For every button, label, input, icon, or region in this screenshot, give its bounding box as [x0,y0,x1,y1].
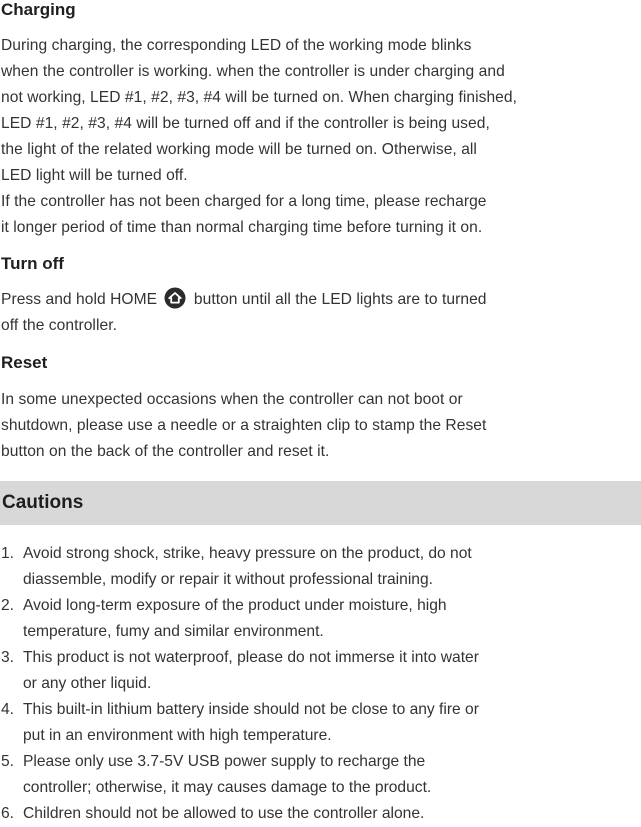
text-line: LED #1, #2, #3, #4 will be turned off and if the controller is being used, [1,115,490,132]
text-line: shutdown, please use a needle or a straighten clip to stamp the Reset [1,417,487,434]
caution-item [0,749,641,801]
cautions-header-band [0,481,641,525]
turn-off-text-after-icon: button until all the LED lights are to turned [193,291,487,308]
caution-item [0,645,641,697]
caution-number: 4. [1,701,15,718]
caution-item [0,593,641,645]
reset-paragraph [1,387,637,465]
turn-off-heading: Turn off [1,254,64,273]
home-icon [164,287,186,309]
text-line: LED light will be turned off. [1,167,188,184]
turn-off-paragraph [1,287,637,339]
text-line: Avoid strong shock, strike, heavy pressure on the product, do not [23,545,472,562]
reset-heading: Reset [1,353,48,372]
caution-item [0,541,641,593]
text-line: controller; otherwise, it may causes damage to the product. [23,779,432,796]
cautions-heading: Cautions [2,492,84,513]
charging-heading: Charging [1,0,76,19]
caution-item [0,801,641,827]
text-line: or any other liquid. [23,675,152,692]
text-line: If the controller has not been charged for a long time, please recharge [1,193,487,210]
text-line: when the controller is working. when the controller is under charging and [1,63,505,80]
text-line: temperature, fumy and similar environment. [23,623,324,640]
caution-number: 2. [1,597,15,614]
caution-number: 3. [1,649,15,666]
text-line: In some unexpected occasions when the controller can not boot or [1,391,463,408]
text-line: not working, LED #1, #2, #3, #4 will be turned on. When charging finished, [1,89,518,106]
text-line: Avoid long-term exposure of the product under moisture, high [23,597,447,614]
text-line: Please only use 3.7-5V USB power supply to recharge the [23,753,426,770]
caution-item [0,697,641,749]
text-line: This product is not waterproof, please do not immerse it into water [23,649,479,666]
text-line: it longer period of time than normal charging time before turning it on. [1,219,483,236]
text-line: This built-in lithium battery inside should not be close to any fire or [23,701,479,718]
caution-number: 6. [1,805,15,822]
charging-paragraph-1 [1,33,637,189]
cautions-list [0,541,641,827]
text-line: diassemble, modify or repair it without professional training. [23,571,433,588]
text-line: off the controller. [1,317,117,334]
charging-paragraph-2 [1,189,637,241]
text-line: Children should not be allowed to use the controller alone. [23,805,425,822]
text-line: the light of the related working mode will be turned on. Otherwise, all [1,141,477,158]
text-line: put in an environment with high temperature. [23,727,332,744]
text-line: During charging, the corresponding LED of the working mode blinks [1,37,472,54]
caution-number: 1. [1,545,15,562]
turn-off-text-before-icon: Press and hold HOME [1,291,158,308]
text-line [1,287,637,313]
text-line: button on the back of the controller and reset it. [1,443,330,460]
caution-number: 5. [1,753,15,770]
